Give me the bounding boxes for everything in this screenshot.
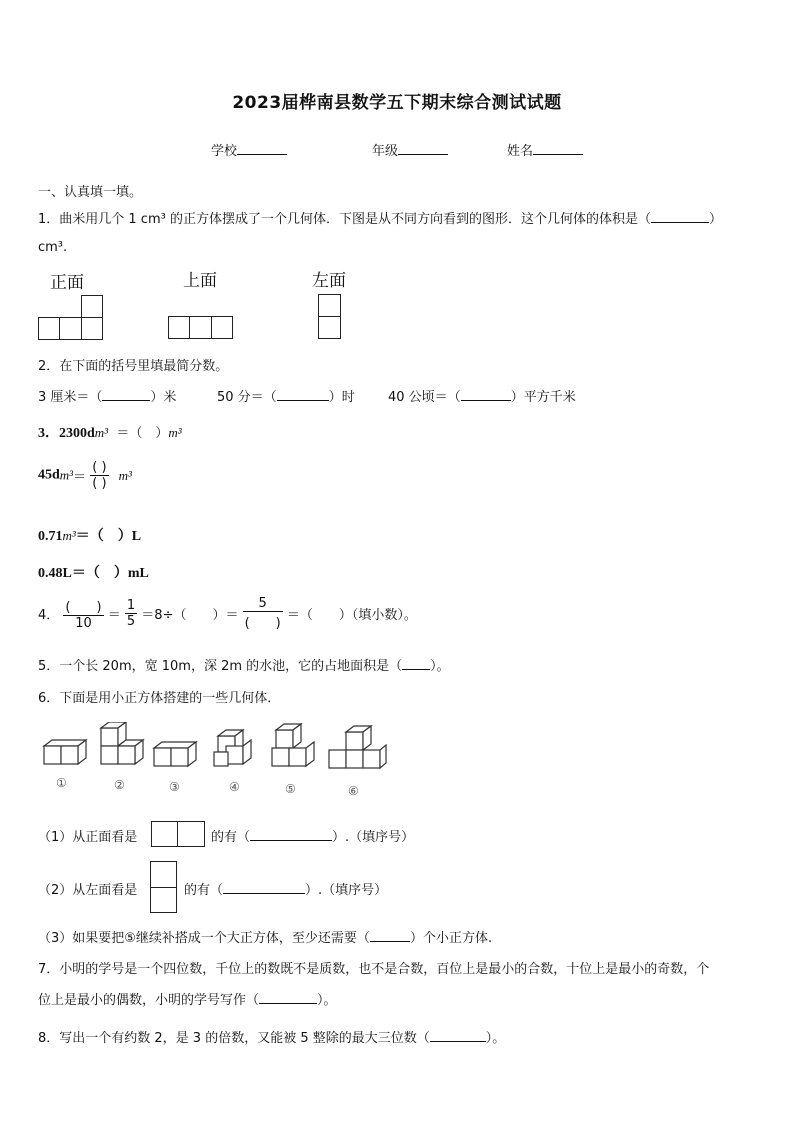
question-5-close: ）。 <box>430 659 450 674</box>
view-top-figure <box>168 316 234 340</box>
question-4 <box>38 596 417 638</box>
question-4-fraction-1 <box>63 596 103 631</box>
question-1-answer-blank[interactable] <box>651 222 709 223</box>
question-6-figures <box>40 722 390 802</box>
section-heading: 一、认真填一填。 <box>38 185 143 200</box>
question-1 <box>38 208 722 227</box>
question-6-sub-1-answer <box>211 826 414 845</box>
question-5-blank[interactable] <box>402 669 430 670</box>
question-6-sub-2-answer <box>184 879 387 898</box>
question-2a-pre: 3 厘米＝（ <box>38 390 103 405</box>
question-6-2-pre: （2）从左面看是 <box>38 883 138 898</box>
question-4-fraction-2 <box>125 598 137 629</box>
name-blank[interactable] <box>533 154 583 155</box>
question-2c-post: ）平方千米 <box>510 390 576 405</box>
school-label: 学校 <box>211 144 238 159</box>
question-7-pre: 位上是最小的偶数，小明的学号写作（ <box>38 993 260 1008</box>
view-left-label: 左面 <box>312 271 346 291</box>
question-3-part-a <box>38 422 182 442</box>
question-7-blank[interactable] <box>259 1003 317 1004</box>
fraction-3-numerator: 5 <box>243 596 283 612</box>
question-1-unit: cm³. <box>38 240 68 255</box>
grade-blank[interactable] <box>398 154 448 155</box>
question-6: 6．下面是用小正方体搭建的一些几何体． <box>38 691 281 706</box>
question-3d-text: 0.48L＝（ ）mL <box>38 566 149 581</box>
figure-caption-4: ④ <box>229 780 240 794</box>
question-6-sub-1 <box>38 826 137 845</box>
view-left-figure <box>318 294 342 340</box>
question-7-line-2 <box>38 989 337 1008</box>
question-3-part-b <box>38 460 132 500</box>
front-view-two-squares <box>151 821 205 847</box>
question-6-3-close: ）个小正方体. <box>409 931 493 946</box>
question-3-number: 3． <box>38 426 59 441</box>
question-2-part-c <box>388 386 576 405</box>
left-view-stacked-squares <box>150 861 177 913</box>
question-4-tail: ＝（ ）（填小数）。 <box>286 608 417 623</box>
fraction-1-numerator[interactable]: ( ) <box>63 596 103 616</box>
unit-m3: m³ <box>168 425 182 440</box>
figure-caption-6: ⑥ <box>348 784 359 798</box>
question-5 <box>38 655 450 674</box>
question-3-part-c <box>38 525 141 545</box>
fraction-1-denominator: 10 <box>75 616 92 631</box>
question-2b-blank[interactable] <box>277 400 329 401</box>
fraction-2-numerator: 1 <box>126 598 136 613</box>
question-2: 2．在下面的括号里填最简分数。 <box>38 359 229 374</box>
view-top-label: 上面 <box>183 271 217 291</box>
question-3c-value: 0.71 <box>38 529 63 544</box>
question-6-2-blank[interactable] <box>223 893 305 894</box>
equals-sign: ＝ <box>73 470 87 485</box>
question-2c-pre: 40 公顷＝（ <box>388 390 461 405</box>
question-8-blank[interactable] <box>430 1041 486 1042</box>
question-6-1-blank[interactable] <box>250 840 332 841</box>
cube-figures-icon <box>40 722 390 802</box>
figure-caption-5: ⑤ <box>285 782 296 796</box>
question-2a-blank[interactable] <box>102 400 150 401</box>
grade-label: 年级 <box>372 144 399 159</box>
equals-sign: ＝ <box>107 608 121 623</box>
question-7-close: ）。 <box>317 993 337 1008</box>
question-3a-eq: ＝（ ） <box>116 426 169 441</box>
figure-caption-3: ③ <box>169 780 180 794</box>
question-3a-value: 2300d <box>59 426 95 441</box>
question-2b-post: ）时 <box>328 390 355 405</box>
unit-m3: m³ <box>62 528 76 543</box>
question-3c-post: ＝（ ）L <box>75 529 142 544</box>
unit-m3: m³ <box>118 467 132 483</box>
question-2-part-b <box>217 386 355 405</box>
fraction-denominator-blank[interactable]: ( ) <box>92 476 107 491</box>
page-title: 2023届桦南县数学五下期末综合测试试题 <box>232 93 562 113</box>
view-front-label: 正面 <box>50 273 84 293</box>
question-6-2-close: ）.（填序号） <box>305 883 388 898</box>
question-8 <box>38 1027 505 1046</box>
question-6-3-pre: （3）如果要把⑤继续补搭成一个大正方体，至少还需要（ <box>38 931 370 946</box>
question-2a-post: ）米 <box>150 390 177 405</box>
question-4-division: ＝8÷（ ）＝ <box>141 608 239 623</box>
name-field <box>507 140 583 159</box>
question-6-3-blank[interactable] <box>370 941 410 942</box>
question-6-sub-2 <box>38 879 137 898</box>
question-8-close: ）。 <box>485 1031 506 1046</box>
fraction-numerator-blank[interactable]: ( ) <box>92 460 107 475</box>
question-6-2-post: 的有（ <box>184 883 224 898</box>
unit-m3: m³ <box>59 467 74 483</box>
question-8-text: 8．写出一个有约数 2，是 3 的倍数，又能被 5 整除的最大三位数（ <box>38 1031 430 1046</box>
question-5-text: 5．一个长 20m，宽 10m，深 2m 的水池，它的占地面积是（ <box>38 659 403 674</box>
question-4-fraction-3 <box>243 596 283 631</box>
question-7-line-1: 7．小明的学号是一个四位数，千位上的数既不是质数，也不是合数，百位上是最小的合数，十位上是最小的奇数，个 <box>38 962 710 977</box>
question-1-text: 1．曲米用几个 1 cm³ 的正方体摆成了一个几何体．下图是从不同方向看到的图形．这个几何体的体积是（ <box>38 212 651 227</box>
question-2b-pre: 50 分＝（ <box>217 390 277 405</box>
unit-m3: m³ <box>94 425 109 440</box>
school-field <box>211 140 287 159</box>
figure-caption-2: ② <box>114 778 125 792</box>
question-6-1-close: ）.（填序号） <box>332 830 415 845</box>
question-3-part-d <box>38 562 149 582</box>
name-label: 姓名 <box>507 144 534 159</box>
view-front-figure <box>38 295 104 341</box>
figure-caption-1: ① <box>56 776 67 790</box>
fraction-3-denominator[interactable]: ( ) <box>244 616 281 631</box>
school-blank[interactable] <box>237 154 287 155</box>
question-6-1-pre: （1）从正面看是 <box>38 830 138 845</box>
question-3b-value: 45d <box>38 467 60 483</box>
question-2-part-a <box>38 386 176 405</box>
question-1-close: ） <box>708 212 722 227</box>
question-6-sub-3 <box>38 927 492 946</box>
fraction-2-denominator: 5 <box>126 614 136 629</box>
grade-field <box>372 140 448 159</box>
question-3b-fraction <box>90 460 108 491</box>
question-4-number: 4． <box>38 608 60 623</box>
question-6-1-post: 的有（ <box>211 830 251 845</box>
question-2c-blank[interactable] <box>461 400 511 401</box>
